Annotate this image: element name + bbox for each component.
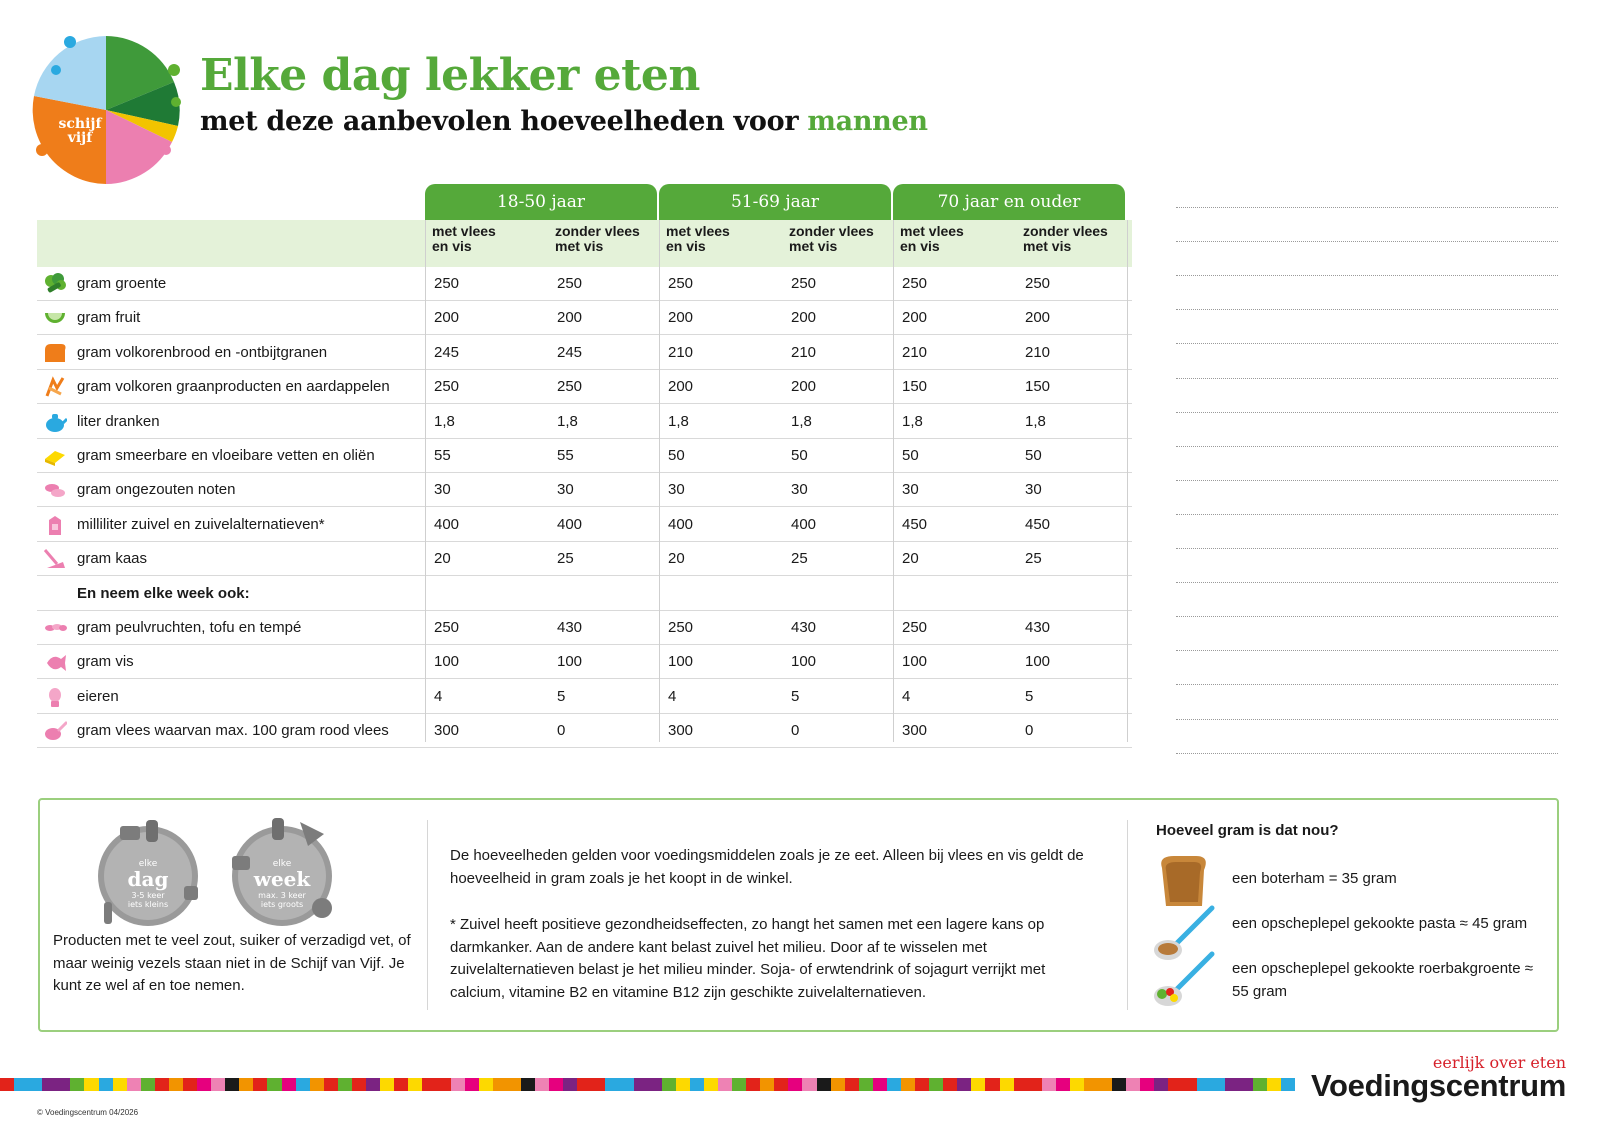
table-cell: 50 bbox=[668, 447, 685, 464]
table-row bbox=[37, 267, 1132, 301]
table-cell: 4 bbox=[668, 687, 677, 705]
badge-week-top: elke bbox=[272, 859, 292, 869]
stripe-segment bbox=[1168, 1078, 1182, 1091]
stripe-segment bbox=[957, 1078, 971, 1091]
stripe-segment bbox=[1197, 1078, 1211, 1091]
note-line bbox=[1176, 378, 1558, 379]
note-line bbox=[1176, 480, 1558, 481]
table-cell: 50 bbox=[902, 447, 919, 464]
stripe-segment bbox=[887, 1078, 901, 1091]
table-cell: 200 bbox=[791, 309, 817, 327]
table-cell: 200 bbox=[557, 309, 583, 327]
stripe-segment bbox=[253, 1078, 267, 1091]
note-line bbox=[1176, 241, 1558, 242]
column-subheader: zonder vlees met vis bbox=[555, 223, 640, 254]
stripe-segment bbox=[788, 1078, 802, 1091]
table-cell: 245 bbox=[434, 343, 460, 361]
schijf-van-vijf-logo bbox=[26, 30, 186, 190]
stripe-segment bbox=[563, 1078, 577, 1091]
row-label: gram smeerbare en vloeibare vetten en oliën bbox=[77, 447, 375, 464]
column-divider bbox=[425, 220, 426, 742]
column-divider bbox=[893, 220, 894, 742]
stripe-segment bbox=[70, 1078, 84, 1091]
table-cell: 250 bbox=[557, 378, 583, 396]
stripe-segment bbox=[225, 1078, 239, 1091]
table-cell: 250 bbox=[434, 378, 460, 396]
table-cell: 5 bbox=[791, 687, 800, 705]
table-cell: 100 bbox=[434, 653, 460, 671]
stripe-segment bbox=[169, 1078, 183, 1091]
row-label: milliliter zuivel en zuivelalternatieven* bbox=[77, 515, 325, 533]
stripe-segment bbox=[99, 1078, 113, 1091]
stripe-segment bbox=[1126, 1078, 1140, 1091]
column-subheader: met vlees en vis bbox=[432, 223, 496, 254]
table-cell: 30 bbox=[902, 481, 919, 499]
table-cell: 210 bbox=[668, 343, 694, 361]
bread-slice-icon bbox=[1152, 852, 1218, 912]
info-dairy-text: * Zuivel heeft positieve gezondheidseffecten, zo hangt het samen met een lagere kans op darmkanker. Aan de andere kant belast zuivel het milieu. Door af te wisselen met zuivelalternatieven belast je het milieu minder. Soja- of erwtendrink of sojagurt verrijkt met calcium, vitamine B2 en vitamine B12 zijn geschikte zuivelalternatieven. bbox=[450, 916, 1046, 1001]
copyright: © Voedingscentrum 04/2026 bbox=[37, 1108, 139, 1117]
table-row bbox=[37, 473, 1132, 507]
table-row bbox=[37, 508, 1132, 542]
table-cell: 250 bbox=[791, 275, 817, 292]
table-cell: 100 bbox=[791, 653, 817, 671]
row-label: gram kaas bbox=[77, 550, 148, 568]
howmuch-title: Hoeveel gram is dat nou? bbox=[1156, 822, 1339, 839]
table-row bbox=[37, 645, 1132, 679]
table-cell: 250 bbox=[434, 619, 460, 636]
stripe-segment bbox=[1267, 1078, 1281, 1091]
table-cell: 210 bbox=[1025, 343, 1051, 361]
stripe-segment bbox=[732, 1078, 746, 1091]
table-cell: 30 bbox=[557, 481, 574, 499]
stripe-segment bbox=[704, 1078, 718, 1091]
table-cell: 55 bbox=[557, 447, 574, 464]
table-cell: 400 bbox=[791, 515, 817, 533]
stripe-segment bbox=[394, 1078, 408, 1091]
badge-week-sub2: iets groots bbox=[260, 900, 304, 909]
badge-day-top: elke bbox=[138, 859, 158, 869]
table-row bbox=[37, 301, 1132, 335]
info-left-text: Producten met te veel zout, suiker of verzadigd vet, of maar weinig vezels staan niet in de Schijf van Vijf. Je kunt ze wel af en toe nemen. bbox=[53, 932, 411, 994]
badge-elke-dag bbox=[90, 816, 206, 932]
stripe-segment bbox=[1140, 1078, 1154, 1091]
stripe-segment bbox=[380, 1078, 394, 1091]
row-label: gram groente bbox=[77, 275, 167, 292]
stripe-segment bbox=[141, 1078, 155, 1091]
column-divider bbox=[1127, 220, 1128, 742]
stripe-segment bbox=[338, 1078, 352, 1091]
stripe-segment bbox=[479, 1078, 493, 1091]
stripe-segment bbox=[619, 1078, 633, 1091]
age-group-70-plus: 70 jaar en ouder bbox=[893, 184, 1125, 220]
row-label: gram volkoren graanproducten en aardappelen bbox=[77, 378, 390, 396]
row-label: gram vlees waarvan max. 100 gram rood vlees bbox=[77, 722, 389, 740]
howmuch-vegetables: een opscheplepel gekookte roerbakgroente ≈ 55 gram bbox=[1232, 960, 1533, 1000]
stripe-segment bbox=[1056, 1078, 1070, 1091]
stripe-segment bbox=[267, 1078, 281, 1091]
stripe-segment bbox=[873, 1078, 887, 1091]
stripe-segment bbox=[521, 1078, 535, 1091]
stripe-segment bbox=[1239, 1078, 1253, 1091]
stripe-segment bbox=[1070, 1078, 1084, 1091]
table-cell: 100 bbox=[1025, 653, 1051, 671]
table-row bbox=[37, 542, 1132, 576]
table-cell: 100 bbox=[557, 653, 583, 671]
table-cell: 450 bbox=[902, 515, 928, 533]
badge-day-big: dag bbox=[127, 867, 169, 891]
table-cell: 200 bbox=[434, 309, 460, 327]
table-cell: 25 bbox=[557, 550, 574, 568]
column-subheader: met vlees en vis bbox=[666, 223, 730, 254]
stripe-segment bbox=[676, 1078, 690, 1091]
badge-week-sub1: max. 3 keer bbox=[258, 891, 306, 900]
table-cell: 0 bbox=[791, 722, 800, 740]
broccoli-icon bbox=[43, 273, 67, 295]
table-cell: 100 bbox=[668, 653, 694, 671]
badge-day-sub2: iets kleins bbox=[127, 900, 169, 909]
egg-icon bbox=[43, 686, 67, 708]
badge-day-sub1: 3-5 keer bbox=[131, 891, 165, 900]
table-cell: 30 bbox=[1025, 481, 1042, 499]
note-line bbox=[1176, 719, 1558, 720]
stripe-segment bbox=[56, 1078, 70, 1091]
table-cell: 250 bbox=[902, 275, 928, 292]
table-cell: 20 bbox=[668, 550, 685, 568]
stripe-segment bbox=[901, 1078, 915, 1091]
milk-carton-icon bbox=[43, 514, 67, 536]
stripe-segment bbox=[1014, 1078, 1028, 1091]
table-row bbox=[37, 714, 1132, 748]
table-cell: 150 bbox=[902, 378, 928, 396]
stripe-segment bbox=[239, 1078, 253, 1091]
row-label: gram vis bbox=[77, 653, 134, 671]
stripe-segment bbox=[971, 1078, 985, 1091]
table-cell: 1,8 bbox=[434, 412, 455, 430]
info-divider bbox=[1127, 820, 1128, 1010]
table-cell: 50 bbox=[791, 447, 808, 464]
stripe-segment bbox=[408, 1078, 422, 1091]
howmuch-pasta: een opscheplepel gekookte pasta ≈ 45 gram bbox=[1232, 915, 1528, 932]
stripe-segment bbox=[1183, 1078, 1197, 1091]
table-cell: 250 bbox=[668, 619, 694, 636]
stripe-segment bbox=[14, 1078, 28, 1091]
table-cell: 300 bbox=[902, 722, 928, 740]
brand-name: Voedingscentrum bbox=[1310, 1068, 1566, 1103]
table-cell: 4 bbox=[434, 687, 443, 705]
stripe-segment bbox=[493, 1078, 507, 1091]
table-cell: 0 bbox=[1025, 722, 1034, 740]
note-line bbox=[1176, 446, 1558, 447]
table-cell: 300 bbox=[668, 722, 694, 740]
table-cell: 1,8 bbox=[668, 412, 689, 430]
logo-text: schijf vijf bbox=[58, 116, 102, 146]
stripe-segment bbox=[1000, 1078, 1014, 1091]
stripe-segment bbox=[591, 1078, 605, 1091]
nuts-icon bbox=[43, 479, 67, 501]
note-line bbox=[1176, 650, 1558, 651]
stripe-segment bbox=[802, 1078, 816, 1091]
table-cell: 1,8 bbox=[902, 412, 923, 430]
stripe-segment bbox=[831, 1078, 845, 1091]
table-cell: 250 bbox=[557, 275, 583, 292]
column-subheader: zonder vlees met vis bbox=[789, 223, 874, 254]
table-cell: 1,8 bbox=[1025, 412, 1046, 430]
table-row bbox=[37, 370, 1132, 404]
drumstick-icon bbox=[43, 720, 67, 742]
stripe-segment bbox=[634, 1078, 648, 1091]
page-title: Elke dag lekker eten bbox=[200, 50, 700, 101]
table-cell: 1,8 bbox=[791, 412, 812, 430]
stripe-segment bbox=[366, 1078, 380, 1091]
note-line bbox=[1176, 753, 1558, 754]
stripe-segment bbox=[436, 1078, 450, 1091]
stripe-segment bbox=[1253, 1078, 1267, 1091]
stripe-segment bbox=[183, 1078, 197, 1091]
stripe-segment bbox=[465, 1078, 479, 1091]
row-label: gram fruit bbox=[77, 309, 141, 327]
table-row bbox=[37, 336, 1132, 370]
table-cell: 250 bbox=[434, 275, 460, 292]
table-cell: 25 bbox=[791, 550, 808, 568]
table-row bbox=[37, 405, 1132, 439]
stripe-segment bbox=[310, 1078, 324, 1091]
row-label: gram ongezouten noten bbox=[77, 481, 236, 499]
stripe-segment bbox=[1154, 1078, 1168, 1091]
table-cell: 200 bbox=[791, 378, 817, 396]
table-cell: 430 bbox=[557, 619, 583, 636]
stripe-segment bbox=[577, 1078, 591, 1091]
table-cell: 5 bbox=[557, 687, 566, 705]
stripe-segment bbox=[1042, 1078, 1056, 1091]
table-cell: 250 bbox=[902, 619, 928, 636]
stripe-segment bbox=[690, 1078, 704, 1091]
table-cell: 30 bbox=[668, 481, 685, 499]
stripe-segment bbox=[774, 1078, 788, 1091]
stripe-segment bbox=[1112, 1078, 1126, 1091]
table-cell: 100 bbox=[902, 653, 928, 671]
table-cell: 200 bbox=[1025, 309, 1051, 327]
row-label: liter dranken bbox=[77, 412, 160, 430]
stripe-segment bbox=[718, 1078, 732, 1091]
stripe-segment bbox=[648, 1078, 662, 1091]
table-cell: 150 bbox=[1025, 378, 1051, 396]
stripe-segment bbox=[817, 1078, 831, 1091]
note-line bbox=[1176, 412, 1558, 413]
table-cell: 200 bbox=[668, 378, 694, 396]
table-cell: 300 bbox=[434, 722, 460, 740]
stripe-segment bbox=[1028, 1078, 1042, 1091]
table-cell: 0 bbox=[557, 722, 566, 740]
table-cell: 400 bbox=[557, 515, 583, 533]
stripe-segment bbox=[197, 1078, 211, 1091]
table-cell: 200 bbox=[668, 309, 694, 327]
stripe-segment bbox=[282, 1078, 296, 1091]
table-cell: 250 bbox=[668, 275, 694, 292]
stripe-segment bbox=[296, 1078, 310, 1091]
beans-icon bbox=[43, 617, 67, 639]
note-line bbox=[1176, 548, 1558, 549]
table-cell: 430 bbox=[791, 619, 817, 636]
bread-icon bbox=[43, 342, 67, 364]
fish-icon bbox=[43, 651, 67, 673]
table-cell: 30 bbox=[434, 481, 451, 499]
stripe-segment bbox=[760, 1078, 774, 1091]
table-row bbox=[37, 439, 1132, 473]
table-cell: 400 bbox=[668, 515, 694, 533]
stripe-segment bbox=[1098, 1078, 1112, 1091]
badge-week-big: week bbox=[253, 867, 311, 891]
table-cell: 400 bbox=[434, 515, 460, 533]
stripe-segment bbox=[845, 1078, 859, 1091]
stripe-segment bbox=[535, 1078, 549, 1091]
page-subtitle bbox=[200, 106, 928, 137]
stripe-segment bbox=[1084, 1078, 1098, 1091]
stripe-segment bbox=[127, 1078, 141, 1091]
table-cell: 200 bbox=[902, 309, 928, 327]
stripe-segment bbox=[28, 1078, 42, 1091]
melon-slice-icon bbox=[43, 307, 67, 329]
row-label: gram volkorenbrood en -ontbijtgranen bbox=[77, 343, 328, 361]
table-cell: 210 bbox=[791, 343, 817, 361]
note-line bbox=[1176, 207, 1558, 208]
pasta-icon bbox=[43, 376, 67, 398]
age-group-51-69: 51-69 jaar bbox=[659, 184, 891, 220]
badge-elke-week bbox=[224, 816, 340, 932]
stripe-segment bbox=[985, 1078, 999, 1091]
table-cell: 4 bbox=[902, 687, 911, 705]
table-cell: 245 bbox=[557, 343, 583, 361]
table-cell: 20 bbox=[902, 550, 919, 568]
stripe-segment bbox=[605, 1078, 619, 1091]
stripe-segment bbox=[324, 1078, 338, 1091]
stripe-segment bbox=[746, 1078, 760, 1091]
spoon-vegetables-icon bbox=[1152, 950, 1218, 1010]
subtitle-accent: mannen bbox=[807, 106, 928, 137]
stripe-segment bbox=[1225, 1078, 1239, 1091]
stripe-segment bbox=[0, 1078, 14, 1091]
stripe-segment bbox=[155, 1078, 169, 1091]
info-portion-text: De hoeveelheden gelden voor voedingsmiddelen zoals je ze eet. Alleen bij vlees en vis geldt de hoeveelheid in gram zoals je het koopt in de winkel. bbox=[450, 847, 1084, 887]
table-cell: 1,8 bbox=[557, 412, 578, 430]
color-stripe bbox=[0, 1078, 1295, 1091]
table-row bbox=[37, 611, 1132, 645]
table-cell: 210 bbox=[902, 343, 928, 361]
teapot-icon bbox=[43, 411, 67, 433]
stripe-segment bbox=[1211, 1078, 1225, 1091]
note-line bbox=[1176, 309, 1558, 310]
table-row bbox=[37, 680, 1132, 714]
row-label: eieren bbox=[77, 687, 119, 705]
table-cell: 250 bbox=[1025, 275, 1051, 292]
section-heading-row bbox=[37, 577, 1132, 611]
stripe-segment bbox=[211, 1078, 225, 1091]
table-cell: 30 bbox=[791, 481, 808, 499]
note-line bbox=[1176, 343, 1558, 344]
butter-icon bbox=[43, 445, 67, 467]
stripe-segment bbox=[451, 1078, 465, 1091]
row-label: gram peulvruchten, tofu en tempé bbox=[77, 619, 302, 636]
column-subheader: met vlees en vis bbox=[900, 223, 964, 254]
stripe-segment bbox=[84, 1078, 98, 1091]
table-cell: 430 bbox=[1025, 619, 1051, 636]
stripe-segment bbox=[915, 1078, 929, 1091]
stripe-segment bbox=[113, 1078, 127, 1091]
note-line bbox=[1176, 582, 1558, 583]
stripe-segment bbox=[549, 1078, 563, 1091]
stripe-segment bbox=[859, 1078, 873, 1091]
stripe-segment bbox=[352, 1078, 366, 1091]
howmuch-bread: een boterham = 35 gram bbox=[1232, 870, 1397, 887]
row-label: En neem elke week ook: bbox=[77, 584, 250, 602]
note-line bbox=[1176, 616, 1558, 617]
table-cell: 20 bbox=[434, 550, 451, 568]
stripe-segment bbox=[943, 1078, 957, 1091]
table-cell: 450 bbox=[1025, 515, 1051, 533]
table-cell: 25 bbox=[1025, 550, 1042, 568]
cheese-slicer-icon bbox=[43, 548, 67, 570]
table-cell: 5 bbox=[1025, 687, 1034, 705]
age-group-18-50: 18-50 jaar bbox=[425, 184, 657, 220]
note-line bbox=[1176, 684, 1558, 685]
table-cell: 50 bbox=[1025, 447, 1042, 464]
note-line bbox=[1176, 275, 1558, 276]
stripe-segment bbox=[929, 1078, 943, 1091]
stripe-segment bbox=[662, 1078, 676, 1091]
info-divider bbox=[427, 820, 428, 1010]
note-line bbox=[1176, 514, 1558, 515]
column-divider bbox=[659, 220, 660, 742]
stripe-segment bbox=[1281, 1078, 1295, 1091]
stripe-segment bbox=[507, 1078, 521, 1091]
column-subheader: zonder vlees met vis bbox=[1023, 223, 1108, 254]
table-cell: 55 bbox=[434, 447, 451, 464]
brand-slogan: eerlijk over eten bbox=[1432, 1053, 1566, 1072]
stripe-segment bbox=[422, 1078, 436, 1091]
stripe-segment bbox=[42, 1078, 56, 1091]
subtitle-main: met deze aanbevolen hoeveelheden voor bbox=[200, 106, 808, 137]
